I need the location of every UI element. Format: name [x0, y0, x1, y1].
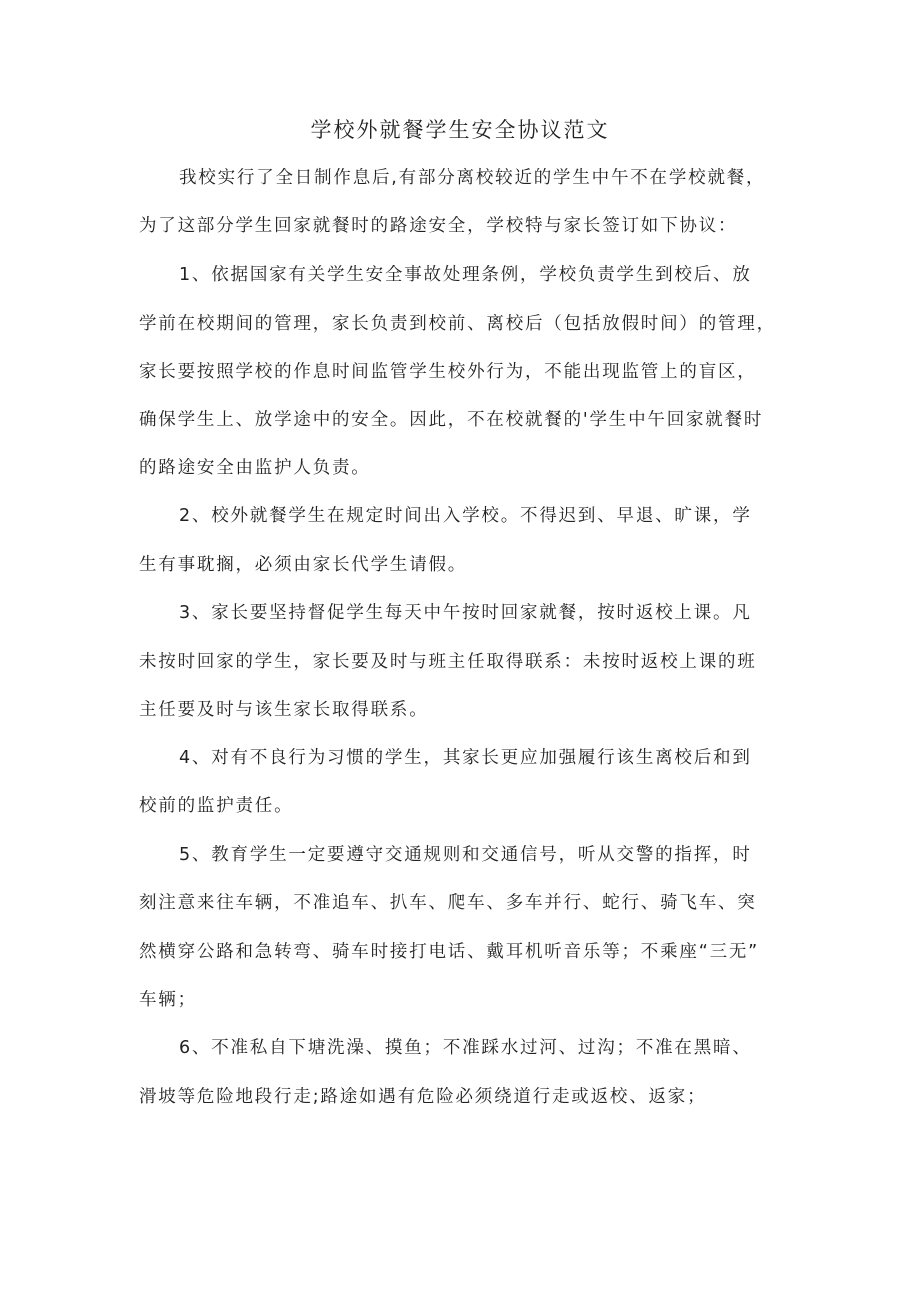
clause-1-line-1: 1、依据国家有关学生安全事故处理条例，学校负责学生到校后、放: [179, 265, 752, 285]
clause-3-line-1: 3、家长要坚持督促学生每天中午按时回家就餐，按时返校上课。凡: [179, 603, 752, 623]
clause-5-line-1: 5、教育学生一定要遵守交通规则和交通信号，听从交警的指挥，时: [179, 845, 752, 865]
clause-2-line-1: 2、校外就餐学生在规定时间出入学校。不得迟到、早退、旷课，学: [179, 506, 752, 526]
clause-4-line-2: 校前的监护责任。: [139, 796, 294, 816]
paragraph-intro-line-1: 我校实行了全日制作息后,有部分离校较近的学生中午不在学校就餐，: [179, 168, 766, 188]
clause-6-line-2: 滑坡等危险地段行走;路途如遇有危险必须绕道行走或返校、返家；: [139, 1087, 707, 1107]
clause-3-line-3: 主任要及时与该生家长取得联系。: [139, 700, 429, 720]
document-title: 学校外就餐学生安全协议范文: [310, 118, 610, 142]
clause-5-line-2: 刻注意来往车辆，不准追车、扒车、爬车、多车并行、蛇行、骑飞车、突: [139, 893, 757, 913]
clause-5-line-3: 然横穿公路和急转弯、骑车时接打电话、戴耳机听音乐等；不乘座“三无”: [139, 942, 760, 962]
clause-4-line-1: 4、对有不良行为习惯的学生，其家长更应加强履行该生离校后和到: [179, 748, 752, 768]
clause-1-line-5: 的路途安全由监护人负责。: [139, 458, 371, 478]
clause-6-line-1: 6、不准私自下塘洗澡、摸鱼；不准踩水过河、过沟；不准在黑暗、: [179, 1038, 752, 1058]
paragraph-intro-line-2: 为了这部分学生回家就餐时的路途安全，学校特与家长签订如下协议：: [139, 216, 738, 236]
clause-5-line-4: 车辆；: [139, 990, 197, 1010]
clause-2-line-2: 生有事耽搁，必须由家长代学生请假。: [139, 555, 468, 575]
clause-1-line-3: 家长要按照学校的作息时间监管学生校外行为，不能出现监管上的盲区，: [139, 362, 757, 382]
clause-1-line-4: 确保学生上、放学途中的安全。因此，不在校就餐的'学生中午回家就餐时: [139, 410, 764, 430]
clause-1-line-2: 学前在校期间的管理，家长负责到校前、离校后（包括放假时间）的管理，: [139, 314, 776, 334]
clause-3-line-2: 未按时回家的学生，家长要及时与班主任取得联系：未按时返校上课的班: [139, 652, 757, 672]
